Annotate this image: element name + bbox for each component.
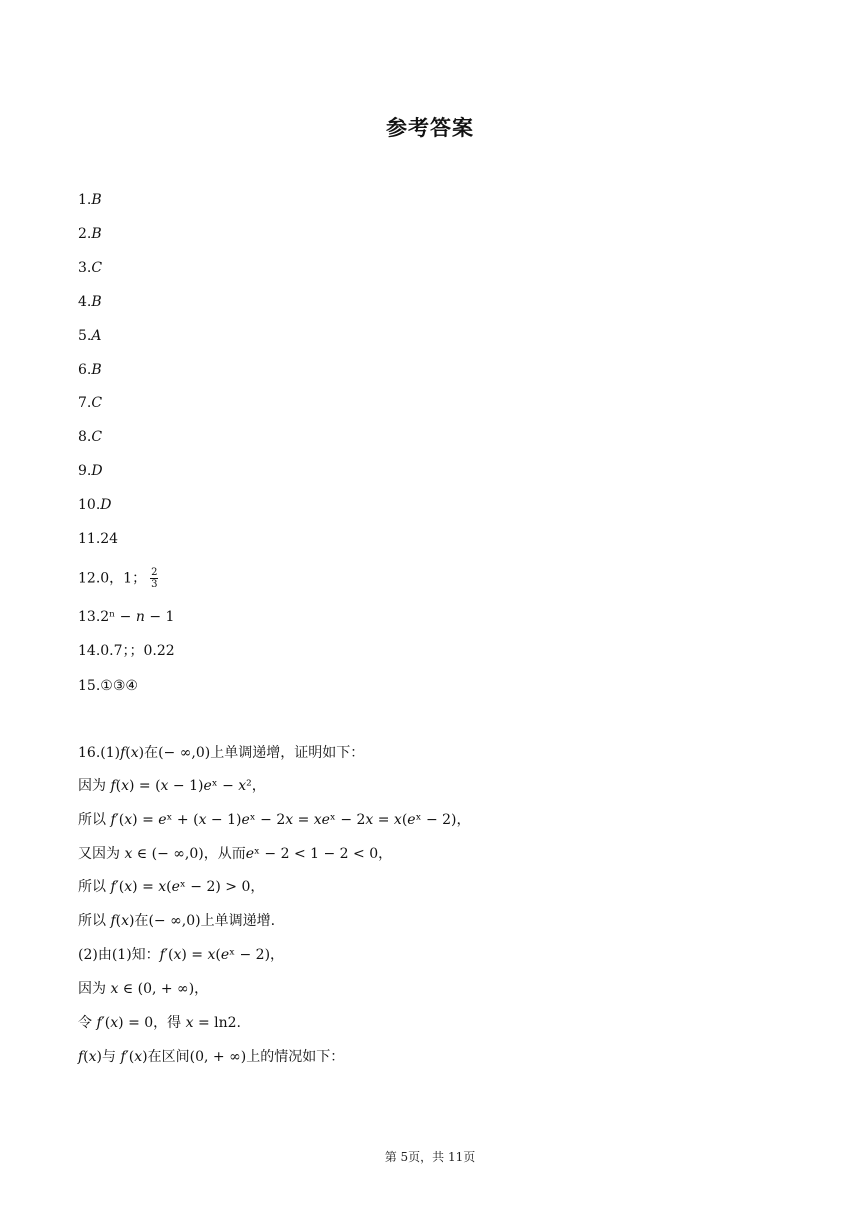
solution-line-2: 因为 𝑓(𝑥) = (𝑥 − 1)𝑒ˣ − 𝑥²，: [78, 778, 266, 794]
answer-12-prefix: 12.0，1；: [78, 570, 147, 587]
answer-5: 5.𝐴: [78, 328, 102, 344]
answer-6: 6.𝐵: [78, 362, 102, 378]
answer-4: 4.𝐵: [78, 294, 102, 310]
answer-15: 15.①③④: [78, 678, 138, 694]
fraction-denominator: 3: [151, 579, 158, 590]
solution-line-5: 所以 𝑓′(𝑥) = 𝑥(𝑒ˣ − 2) > 0，: [78, 879, 265, 895]
page-footer: 第 5页，共 11页: [384, 1150, 476, 1164]
solution-line-9: 令 𝑓′(𝑥) = 0，得 𝑥 = ln2.: [78, 1015, 241, 1031]
solution-line-4: 又因为 𝑥 ∈ (− ∞,0)，从而𝑒ˣ − 2 < 1 − 2 < 0，: [78, 846, 393, 862]
answer-9: 9.𝐷: [78, 463, 103, 479]
answer-13: 13.2ⁿ − 𝑛 − 1: [78, 609, 175, 625]
answer-1: 1.𝐵: [78, 192, 102, 208]
fraction: [150, 567, 158, 590]
answer-14: 14.0.7；；0.22: [78, 643, 175, 659]
solution-line-3: 所以 𝑓′(𝑥) = 𝑒ˣ + (𝑥 − 1)𝑒ˣ − 2𝑥 = 𝑥𝑒ˣ − 2𝑥 = 𝑥(𝑒ˣ − 2)，: [78, 812, 471, 828]
answer-10: 10.𝐷: [78, 497, 112, 513]
answer-11: 11.24: [78, 531, 119, 547]
answer-8: 8.𝐶: [78, 429, 103, 445]
solution-line-1: 16.(1)𝑓(𝑥)在(− ∞,0)上单调递增，证明如下：: [78, 745, 365, 761]
page-title: 参考答案: [386, 116, 474, 140]
answer-12: [78, 567, 158, 590]
answer-3: 3.𝐶: [78, 260, 103, 276]
solution-line-8: 因为 𝑥 ∈ (0, + ∞)，: [78, 981, 209, 997]
answer-2: 2.𝐵: [78, 226, 102, 242]
answer-7: 7.𝐶: [78, 395, 103, 411]
fraction-numerator: 2: [151, 567, 158, 578]
solution-line-7: (2)由(1)知：𝑓′(𝑥) = 𝑥(𝑒ˣ − 2)，: [78, 947, 285, 963]
solution-line-6: 所以 𝑓(𝑥)在(− ∞,0)上单调递增.: [78, 913, 276, 929]
solution-line-10: 𝑓(𝑥)与 𝑓′(𝑥)在区间(0, + ∞)上的情况如下：: [78, 1049, 345, 1065]
